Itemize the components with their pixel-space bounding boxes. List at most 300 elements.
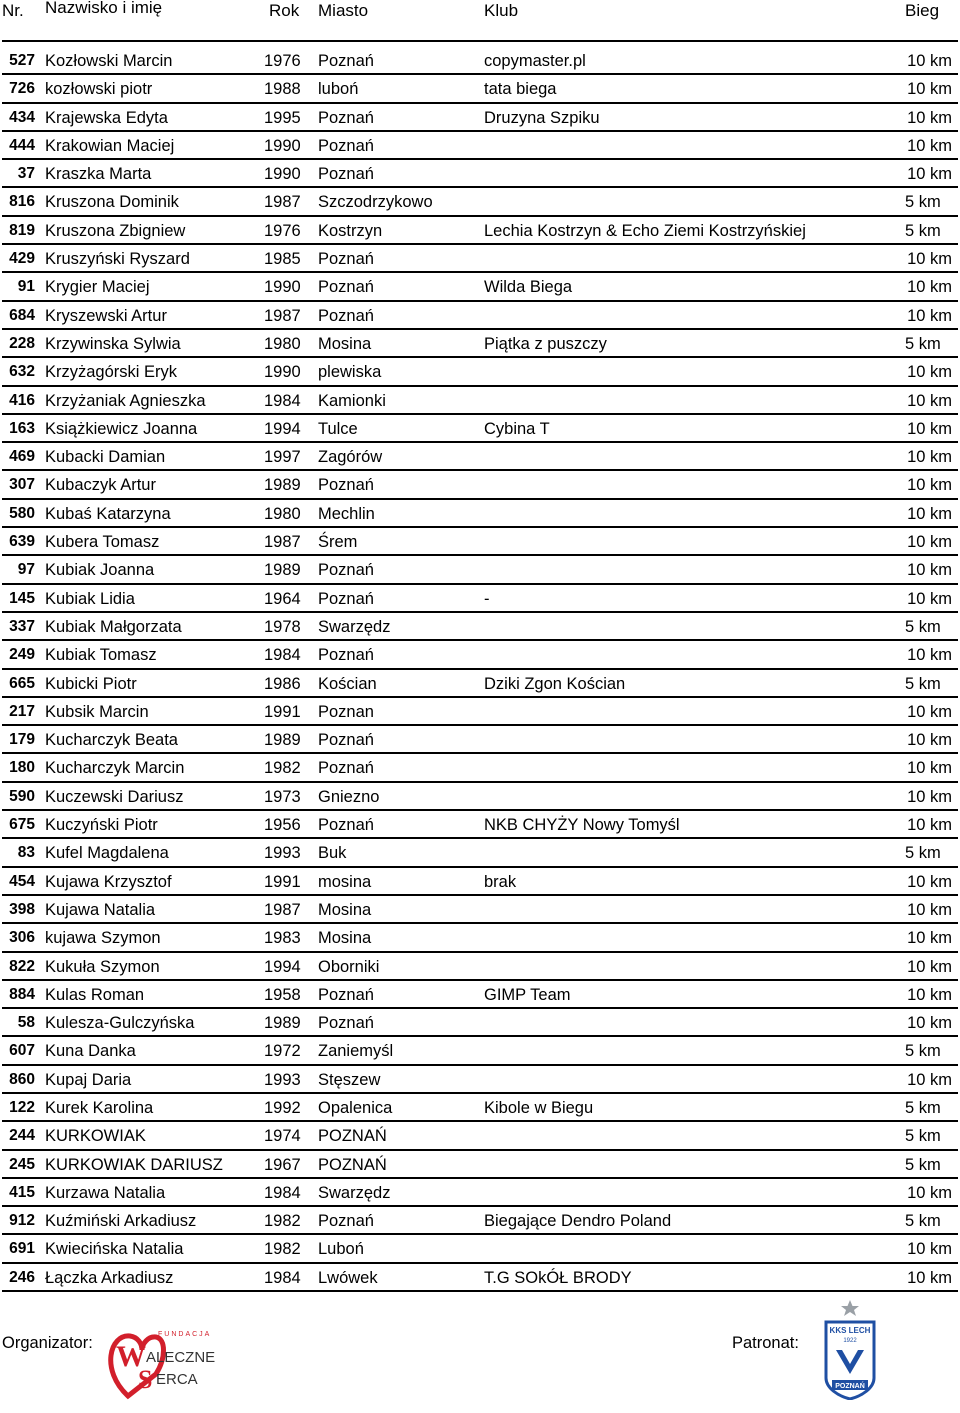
table-row [0, 924, 960, 952]
cell-city: Mechlin [318, 504, 375, 523]
cell-nr: 307 [9, 476, 35, 494]
cell-name: Kurzawa Natalia [45, 1183, 166, 1202]
cell-race: 10 km [907, 419, 952, 438]
cell-name: Kuczewski Dariusz [45, 787, 184, 806]
cell-nr: 819 [9, 221, 35, 239]
cell-club: NKB CHYŻY Nowy Tomyśl [484, 816, 680, 835]
cell-year: 1990 [264, 136, 301, 155]
cell-year: 1985 [264, 250, 301, 269]
table-row [0, 1207, 960, 1235]
cell-city: Buk [318, 844, 347, 863]
cell-nr: 912 [9, 1212, 35, 1230]
cell-city: Opalenica [318, 1098, 393, 1117]
cell-year: 1990 [264, 165, 301, 184]
cell-race: 10 km [907, 165, 952, 184]
cell-city: Mosina [318, 929, 372, 948]
cell-nr: 444 [9, 136, 35, 154]
cell-city: Poznań [318, 136, 374, 155]
cell-name: Kufel Magdalena [45, 844, 169, 863]
cell-name: Kubiak Małgorzata [45, 617, 182, 636]
cell-nr: 607 [9, 1042, 35, 1060]
cell-name: Kuna Danka [45, 1042, 136, 1061]
cell-nr: 163 [9, 419, 35, 437]
table-row [0, 273, 960, 301]
cell-nr: 434 [9, 108, 35, 126]
cell-name: KURKOWIAK [45, 1127, 146, 1146]
cell-year: 1982 [264, 759, 301, 778]
cell-race: 10 km [907, 108, 952, 127]
cell-name: Kubicki Piotr [45, 674, 137, 693]
cell-race: 10 km [907, 136, 952, 155]
cell-name: Kruszona Zbigniew [45, 221, 186, 240]
table-header [0, 0, 960, 24]
cell-city: Kościan [318, 674, 377, 693]
cell-race: 5 km [905, 1127, 941, 1146]
cell-year: 1956 [264, 816, 301, 835]
cell-city: Kostrzyn [318, 221, 383, 240]
cell-nr: 860 [9, 1070, 35, 1088]
cell-nr: 415 [9, 1183, 35, 1201]
cell-name: Kujawa Krzysztof [45, 872, 172, 891]
cell-name: Kujawa Natalia [45, 900, 156, 919]
cell-race: 5 km [905, 617, 941, 636]
cell-city: Poznań [318, 731, 374, 750]
cell-year: 1994 [264, 419, 301, 438]
header-race: Bieg [905, 1, 940, 20]
table-row [0, 188, 960, 216]
table-row [0, 839, 960, 867]
crest-top: KKS LECH [829, 1326, 871, 1335]
cell-name: Kubaczyk Artur [45, 476, 156, 495]
cell-name: Kuźmiński Arkadiusz [45, 1212, 197, 1231]
cell-year: 1990 [264, 278, 301, 297]
cell-nr: 469 [9, 448, 35, 466]
cell-city: Szczodrzykowo [318, 193, 433, 212]
cell-race: 10 km [907, 80, 952, 99]
logo-line2: ALECZNE [146, 1349, 216, 1366]
cell-city: Oborniki [318, 957, 380, 976]
cell-nr: 639 [9, 533, 35, 551]
star-icon [841, 1300, 859, 1316]
logo-line3: ERCA [156, 1371, 198, 1388]
cell-year: 1992 [264, 1098, 301, 1117]
cell-name: Krajewska Edyta [45, 108, 168, 127]
cell-year: 1995 [264, 108, 301, 127]
cell-name: Kruszyński Ryszard [45, 250, 190, 269]
cell-name: Kubiak Joanna [45, 561, 155, 580]
cell-nr: 527 [9, 52, 35, 69]
cell-nr: 228 [9, 334, 35, 352]
table-row [0, 670, 960, 698]
cell-city: Gniezno [318, 787, 380, 806]
table-row [0, 415, 960, 443]
cell-club: copymaster.pl [484, 52, 586, 70]
cell-city: Poznań [318, 476, 374, 495]
cell-nr: 217 [9, 702, 35, 720]
cell-race: 10 km [907, 561, 952, 580]
cell-club: Dziki Zgon Kościan [484, 674, 626, 693]
cell-name: Krzywinska Sylwia [45, 334, 181, 353]
cell-city: Poznań [318, 108, 374, 127]
cell-nr: 665 [9, 674, 35, 692]
header-divider [2, 40, 958, 42]
cell-city: Tulce [318, 419, 358, 438]
cell-race: 10 km [907, 306, 952, 325]
cell-club: brak [484, 872, 517, 891]
table-row [0, 556, 960, 584]
cell-race: 5 km [905, 674, 941, 693]
cell-nr: 675 [9, 816, 35, 834]
cell-city: Poznań [318, 1014, 374, 1033]
cell-year: 1987 [264, 533, 301, 552]
cell-city: Poznań [318, 165, 374, 184]
table-row [0, 1094, 960, 1122]
cell-year: 1980 [264, 334, 301, 353]
cell-race: 5 km [905, 1042, 941, 1061]
cell-club: Cybina T [484, 419, 550, 438]
header-name: Nazwisko i imię [45, 0, 163, 17]
cell-nr: 580 [9, 504, 35, 522]
cell-year: 1984 [264, 391, 301, 410]
cell-club: - [484, 589, 490, 608]
cell-city: POZNAŃ [318, 1127, 387, 1146]
cell-year: 1994 [264, 957, 301, 976]
cell-year: 1980 [264, 504, 301, 523]
cell-nr: 816 [9, 193, 35, 211]
table-row [0, 358, 960, 386]
cell-name: Kulas Roman [45, 985, 145, 1004]
cell-race: 10 km [907, 646, 952, 665]
cell-year: 1986 [264, 674, 301, 693]
table-row [0, 698, 960, 726]
cell-club: Kibole w Biegu [484, 1098, 594, 1117]
table-row [0, 754, 960, 782]
cell-race: 10 km [907, 391, 952, 410]
cell-city: Poznań [318, 306, 374, 325]
cell-nr: 884 [9, 985, 35, 1003]
cell-race: 10 km [907, 816, 952, 835]
cell-city: Poznań [318, 278, 374, 297]
cell-nr: 726 [9, 80, 35, 98]
cell-club: Lechia Kostrzyn & Echo Ziemi Kostrzyńskiej [484, 221, 806, 240]
cell-name: Łączka Arkadiusz [45, 1268, 174, 1287]
cell-year: 1972 [264, 1042, 301, 1061]
cell-race: 10 km [907, 759, 952, 778]
cell-year: 1984 [264, 1183, 301, 1202]
cell-city: Śrem [318, 533, 358, 552]
cell-year: 1993 [264, 1070, 301, 1089]
table-row [0, 47, 960, 75]
cell-name: Kubacki Damian [45, 448, 166, 467]
cell-nr: 691 [9, 1240, 35, 1258]
cell-year: 1958 [264, 985, 301, 1004]
cell-nr: 91 [17, 278, 35, 296]
cell-name: Kubaś Katarzyna [45, 504, 171, 523]
results-table [0, 47, 960, 1292]
cell-city: Luboń [318, 1240, 364, 1259]
cell-nr: 97 [17, 561, 35, 579]
logo-s-letter: S [138, 1365, 153, 1394]
table-row [0, 330, 960, 358]
cell-race: 10 km [907, 52, 952, 70]
table-row [0, 302, 960, 330]
cell-race: 5 km [905, 221, 941, 240]
cell-race: 10 km [907, 1070, 952, 1089]
cell-name: Kubiak Tomasz [45, 646, 157, 665]
cell-year: 1987 [264, 306, 301, 325]
cell-year: 1964 [264, 589, 301, 608]
header-nr: Nr. [2, 1, 24, 20]
cell-year: 1984 [264, 1268, 301, 1287]
cell-city: Poznań [318, 646, 374, 665]
cell-city: Zaniemyśl [318, 1042, 394, 1061]
cell-city: Zagórów [318, 448, 383, 467]
cell-nr: 246 [9, 1268, 35, 1286]
cell-city: Lwówek [318, 1268, 378, 1287]
cell-nr: 337 [9, 617, 35, 635]
cell-nr: 249 [9, 646, 35, 664]
cell-city: Poznań [318, 52, 374, 70]
logo-line1: FUNDACJA [158, 1331, 212, 1338]
cell-race: 10 km [907, 250, 952, 269]
cell-city: Poznań [318, 985, 374, 1004]
cell-race: 10 km [907, 476, 952, 495]
cell-city: Swarzędz [318, 1183, 391, 1202]
cell-year: 1982 [264, 1212, 301, 1231]
cell-city: Poznań [318, 589, 374, 608]
cell-name: Krakowian Maciej [45, 136, 175, 155]
cell-name: Kubiak Lidia [45, 589, 135, 608]
cell-year: 1978 [264, 617, 301, 636]
cell-name: Krygier Maciej [45, 278, 150, 297]
cell-club: tata biega [484, 80, 557, 99]
cell-name: Kraszka Marta [45, 165, 152, 184]
table-row [0, 585, 960, 613]
table-row [0, 1151, 960, 1179]
cell-name: Kozłowski Marcin [45, 52, 173, 70]
cell-year: 1991 [264, 702, 301, 721]
cell-race: 10 km [907, 1183, 952, 1202]
cell-year: 1976 [264, 221, 301, 240]
cell-race: 10 km [907, 872, 952, 891]
cell-race: 5 km [905, 334, 941, 353]
table-row [0, 641, 960, 669]
cell-year: 1973 [264, 787, 301, 806]
cell-city: Mosina [318, 900, 372, 919]
table-row [0, 443, 960, 471]
patron-label: Patronat: [732, 1334, 799, 1352]
table-row [0, 500, 960, 528]
cell-race: 10 km [907, 1014, 952, 1033]
table-row [0, 1179, 960, 1207]
logo-w-letter: W [116, 1340, 146, 1373]
cell-year: 1991 [264, 872, 301, 891]
table-row [0, 1264, 960, 1292]
cell-city: mosina [318, 872, 372, 891]
table-row [0, 387, 960, 415]
cell-city: POZNAŃ [318, 1155, 387, 1174]
cell-race: 5 km [905, 193, 941, 212]
cell-year: 1987 [264, 900, 301, 919]
cell-city: Swarzędz [318, 617, 391, 636]
cell-club: Biegające Dendro Poland [484, 1212, 672, 1231]
table-row [0, 896, 960, 924]
cell-city: Poznań [318, 759, 374, 778]
cell-race: 10 km [907, 957, 952, 976]
cell-race: 10 km [907, 929, 952, 948]
cell-name: Kryszewski Artur [45, 306, 167, 325]
cell-race: 10 km [907, 448, 952, 467]
table-row [0, 811, 960, 839]
cell-nr: 306 [9, 929, 35, 947]
cell-name: Kupaj Daria [45, 1070, 132, 1089]
cell-city: Poznań [318, 250, 374, 269]
cell-nr: 684 [9, 306, 35, 324]
cell-nr: 244 [9, 1127, 35, 1145]
cell-nr: 590 [9, 787, 35, 805]
cell-year: 1983 [264, 929, 301, 948]
cell-year: 1987 [264, 193, 301, 212]
table-row [0, 953, 960, 981]
table-row [0, 868, 960, 896]
cell-city: Stęszew [318, 1070, 381, 1089]
patron-logo [820, 1300, 880, 1400]
organizer-label: Organizator: [2, 1334, 93, 1352]
cell-race: 10 km [907, 504, 952, 523]
cell-name: kujawa Szymon [45, 929, 161, 948]
cell-name: kozłowski piotr [45, 80, 153, 99]
table-row [0, 613, 960, 641]
cell-race: 10 km [907, 363, 952, 382]
table-row [0, 1066, 960, 1094]
cell-race: 10 km [907, 278, 952, 297]
cell-nr: 632 [9, 363, 35, 381]
table-row [0, 1122, 960, 1150]
cell-name: Kruszona Dominik [45, 193, 179, 212]
cell-name: Kubsik Marcin [45, 702, 149, 721]
cell-nr: 429 [9, 250, 35, 268]
cell-name: Kuczyński Piotr [45, 816, 158, 835]
cell-nr: 398 [9, 900, 35, 918]
cell-year: 1976 [264, 52, 301, 70]
table-row [0, 104, 960, 132]
cell-year: 1982 [264, 1240, 301, 1259]
cell-year: 1997 [264, 448, 301, 467]
cell-name: Kurek Karolina [45, 1098, 154, 1117]
cell-nr: 245 [9, 1155, 35, 1173]
cell-club: Wilda Biega [484, 278, 573, 297]
table-row [0, 75, 960, 103]
cell-name: Kulesza-Gulczyńska [45, 1014, 195, 1033]
crest-year: 1922 [843, 1338, 857, 1344]
header-city: Miasto [318, 1, 369, 20]
cell-race: 10 km [907, 1240, 952, 1259]
cell-city: luboń [318, 80, 359, 99]
cell-club: Druzyna Szpiku [484, 108, 600, 127]
cell-race: 5 km [905, 844, 941, 863]
table-row [0, 783, 960, 811]
cell-nr: 180 [9, 759, 35, 777]
cell-race: 10 km [907, 731, 952, 750]
cell-year: 1989 [264, 561, 301, 580]
table-row [0, 217, 960, 245]
cell-race: 10 km [907, 787, 952, 806]
cell-club: Piątka z puszczy [484, 334, 607, 353]
header-year: Rok [269, 1, 300, 20]
cell-race: 5 km [905, 1155, 941, 1174]
cell-race: 10 km [907, 985, 952, 1004]
cell-nr: 145 [9, 589, 35, 607]
cell-nr: 37 [17, 165, 35, 183]
table-row [0, 1037, 960, 1065]
cell-name: Książkiewicz Joanna [45, 419, 198, 438]
table-row [0, 528, 960, 556]
cell-nr: 58 [17, 1014, 35, 1032]
cell-race: 5 km [905, 1098, 941, 1117]
cell-nr: 822 [9, 957, 35, 975]
cell-race: 5 km [905, 1212, 941, 1231]
cell-year: 1989 [264, 476, 301, 495]
cell-name: Krzyżagórski Eryk [45, 363, 178, 382]
cell-year: 1967 [264, 1155, 301, 1174]
cell-name: Kucharczyk Marcin [45, 759, 185, 778]
cell-nr: 416 [9, 391, 35, 409]
table-row [0, 471, 960, 499]
header-club: Klub [484, 1, 519, 20]
cell-city: Mosina [318, 334, 372, 353]
cell-year: 1984 [264, 646, 301, 665]
table-row [0, 160, 960, 188]
cell-club: GIMP Team [484, 985, 571, 1004]
table-row [0, 1235, 960, 1263]
cell-race: 10 km [907, 702, 952, 721]
table-row [0, 1009, 960, 1037]
cell-nr: 179 [9, 731, 35, 749]
cell-name: Kucharczyk Beata [45, 731, 178, 750]
cell-year: 1990 [264, 363, 301, 382]
cell-city: Kamionki [318, 391, 386, 410]
cell-name: Kubera Tomasz [45, 533, 160, 552]
table-row [0, 245, 960, 273]
cell-nr: 83 [17, 844, 35, 862]
cell-city: Poznań [318, 561, 374, 580]
table-row [0, 726, 960, 754]
cell-city: plewiska [318, 363, 382, 382]
table-row [0, 981, 960, 1009]
cell-race: 10 km [907, 900, 952, 919]
cell-race: 10 km [907, 589, 952, 608]
cell-city: Poznan [318, 702, 374, 721]
cell-city: Poznań [318, 1212, 374, 1231]
cell-name: Kwiecińska Natalia [45, 1240, 184, 1259]
cell-club: T.G SOkÓŁ BRODY [484, 1268, 632, 1287]
table-row [0, 132, 960, 160]
cell-race: 10 km [907, 533, 952, 552]
cell-year: 1974 [264, 1127, 301, 1146]
cell-name: Krzyżaniak Agnieszka [45, 391, 206, 410]
cell-race: 10 km [907, 1268, 952, 1287]
cell-year: 1989 [264, 1014, 301, 1033]
cell-nr: 122 [9, 1098, 35, 1116]
cell-nr: 454 [9, 872, 35, 890]
cell-city: Poznań [318, 816, 374, 835]
cell-year: 1989 [264, 731, 301, 750]
cell-year: 1993 [264, 844, 301, 863]
cell-name: Kukuła Szymon [45, 957, 160, 976]
cell-year: 1988 [264, 80, 301, 99]
crest-bottom: POZNAŃ [835, 1383, 865, 1390]
organizer-logo [108, 1326, 218, 1402]
